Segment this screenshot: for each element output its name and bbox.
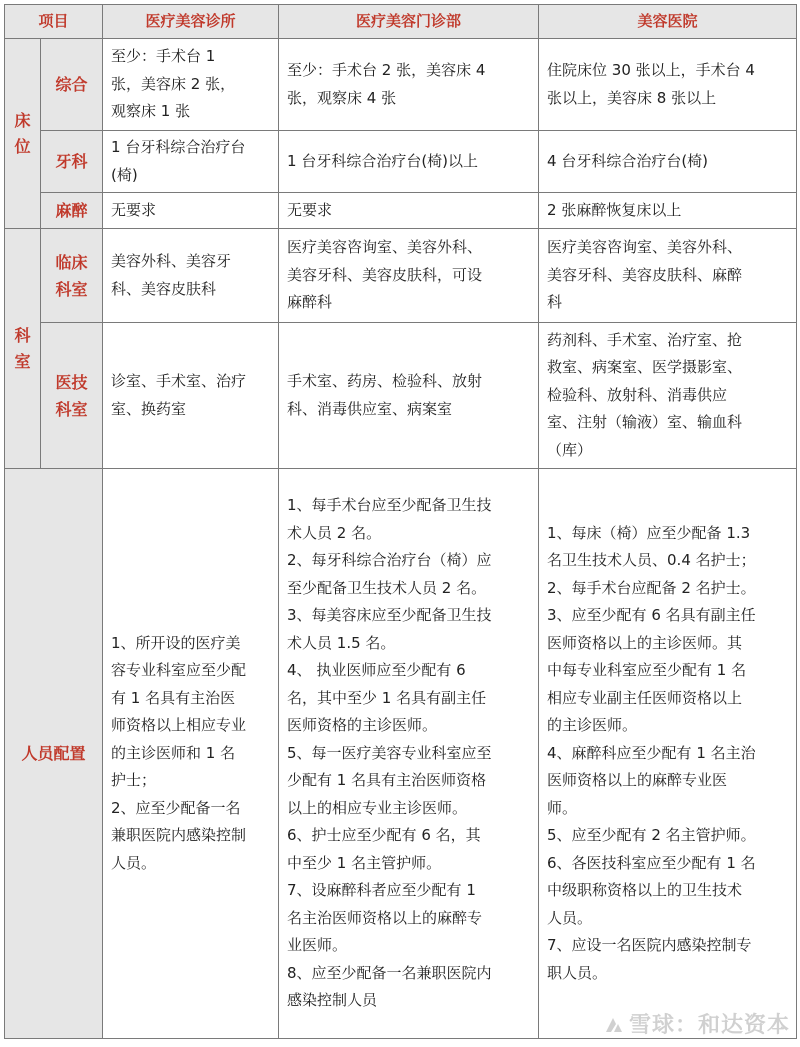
xueqiu-logo-icon	[603, 1014, 625, 1036]
header-clinic: 医疗美容诊所	[103, 5, 279, 39]
cell-dental-outpatient: 1 台牙科综合治疗台(椅)以上	[279, 131, 539, 193]
cell-anesthesia-clinic: 无要求	[103, 193, 279, 229]
row-dept-clinical	[5, 229, 797, 323]
cell-medtech-clinic: 诊室、手术室、治疗 室、换药室	[103, 323, 279, 469]
group-dept: 科室	[5, 229, 41, 469]
header-outpatient: 医疗美容门诊部	[279, 5, 539, 39]
sub-medtech: 医技科室	[41, 323, 103, 469]
cell-medtech-outpatient: 手术室、药房、检验科、放射 科、消毒供应室、病案室	[279, 323, 539, 469]
watermark	[603, 1008, 790, 1039]
cell-dental-clinic: 1 台牙科综合治疗台 (椅)	[103, 131, 279, 193]
row-staff	[5, 469, 797, 1039]
sub-anesthesia: 麻醉	[41, 193, 103, 229]
header-item: 项目	[5, 5, 103, 39]
cell-staff-clinic: 1、所开设的医疗美 容专业科室应至少配 有 1 名具有主治医 师资格以上相应专业 的主诊医师和 1 名 护士； 2、应至少配备一名 兼职医院内感染控制 人员。	[103, 469, 279, 1039]
row-beds-general	[5, 39, 797, 131]
cell-anesthesia-hospital: 2 张麻醉恢复床以上	[539, 193, 797, 229]
row-beds-anesthesia	[5, 193, 797, 229]
cell-medtech-hospital: 药剂科、手术室、治疗室、抢 救室、病案室、医学摄影室、 检验科、放射科、消毒供应 室、注射（输液）室、输血科 （库）	[539, 323, 797, 469]
cell-general-outpatient: 至少：手术台 2 张，美容床 4 张，观察床 4 张	[279, 39, 539, 131]
cell-clinical-hospital: 医疗美容咨询室、美容外科、 美容牙科、美容皮肤科、麻醉 科	[539, 229, 797, 323]
row-beds-dental	[5, 131, 797, 193]
watermark-text: 雪球：和达资本	[628, 1013, 790, 1038]
header-row	[5, 5, 797, 39]
sub-general: 综合	[41, 39, 103, 131]
cell-general-hospital: 住院床位 30 张以上，手术台 4 张以上，美容床 8 张以上	[539, 39, 797, 131]
group-beds: 床位	[5, 39, 41, 229]
regulation-table	[4, 4, 797, 1039]
cell-dental-hospital: 4 台牙科综合治疗台(椅)	[539, 131, 797, 193]
header-hospital: 美容医院	[539, 5, 797, 39]
cell-anesthesia-outpatient: 无要求	[279, 193, 539, 229]
row-dept-medtech	[5, 323, 797, 469]
cell-general-clinic: 至少：手术台 1 张，美容床 2 张， 观察床 1 张	[103, 39, 279, 131]
sub-clinical: 临床科室	[41, 229, 103, 323]
sub-dental: 牙科	[41, 131, 103, 193]
cell-staff-hospital: 1、每床（椅）应至少配备 1.3 名卫生技术人员、0.4 名护士； 2、每手术台应配备 2 名护士。 3、应至少配有 6 名具有副主任 医师资格以上的主诊医师。其 中每专业科室应至少配有 1 名 相应专业副主任医师资格以上 的主诊医师。 4、麻醉科应至少配有 1 名主治 医师资格以上的麻醉专业医 师。 5、应至少配有 2 名主管护师。 6、各医技科室应至少配有 1 名 中级职称资格以上的卫生技术 人员。 7、应设一名医院内感染控制专 职人员。	[539, 469, 797, 1039]
cell-staff-outpatient: 1、每手术台应至少配备卫生技 术人员 2 名。 2、每牙科综合治疗台（椅）应 至少配备卫生技术人员 2 名。 3、每美容床应至少配备卫生技 术人员 1.5 名。 4、 执业医师应至少配有 6 名，其中至少 1 名具有副主任 医师资格的主诊医师。 5、每一医疗美容专业科室应至 少配有 1 名具有主治医师资格 以上的相应专业主诊医师。 6、护士应至少配有 6 名，其 中至少 1 名主管护师。 7、设麻醉科者应至少配有 1 名主治医师资格以上的麻醉专 业医师。 8、应至少配备一名兼职医院内 感染控制人员	[279, 469, 539, 1039]
cell-clinical-clinic: 美容外科、美容牙 科、美容皮肤科	[103, 229, 279, 323]
cell-clinical-outpatient: 医疗美容咨询室、美容外科、 美容牙科、美容皮肤科，可设 麻醉科	[279, 229, 539, 323]
group-staff: 人员配置	[5, 469, 103, 1039]
